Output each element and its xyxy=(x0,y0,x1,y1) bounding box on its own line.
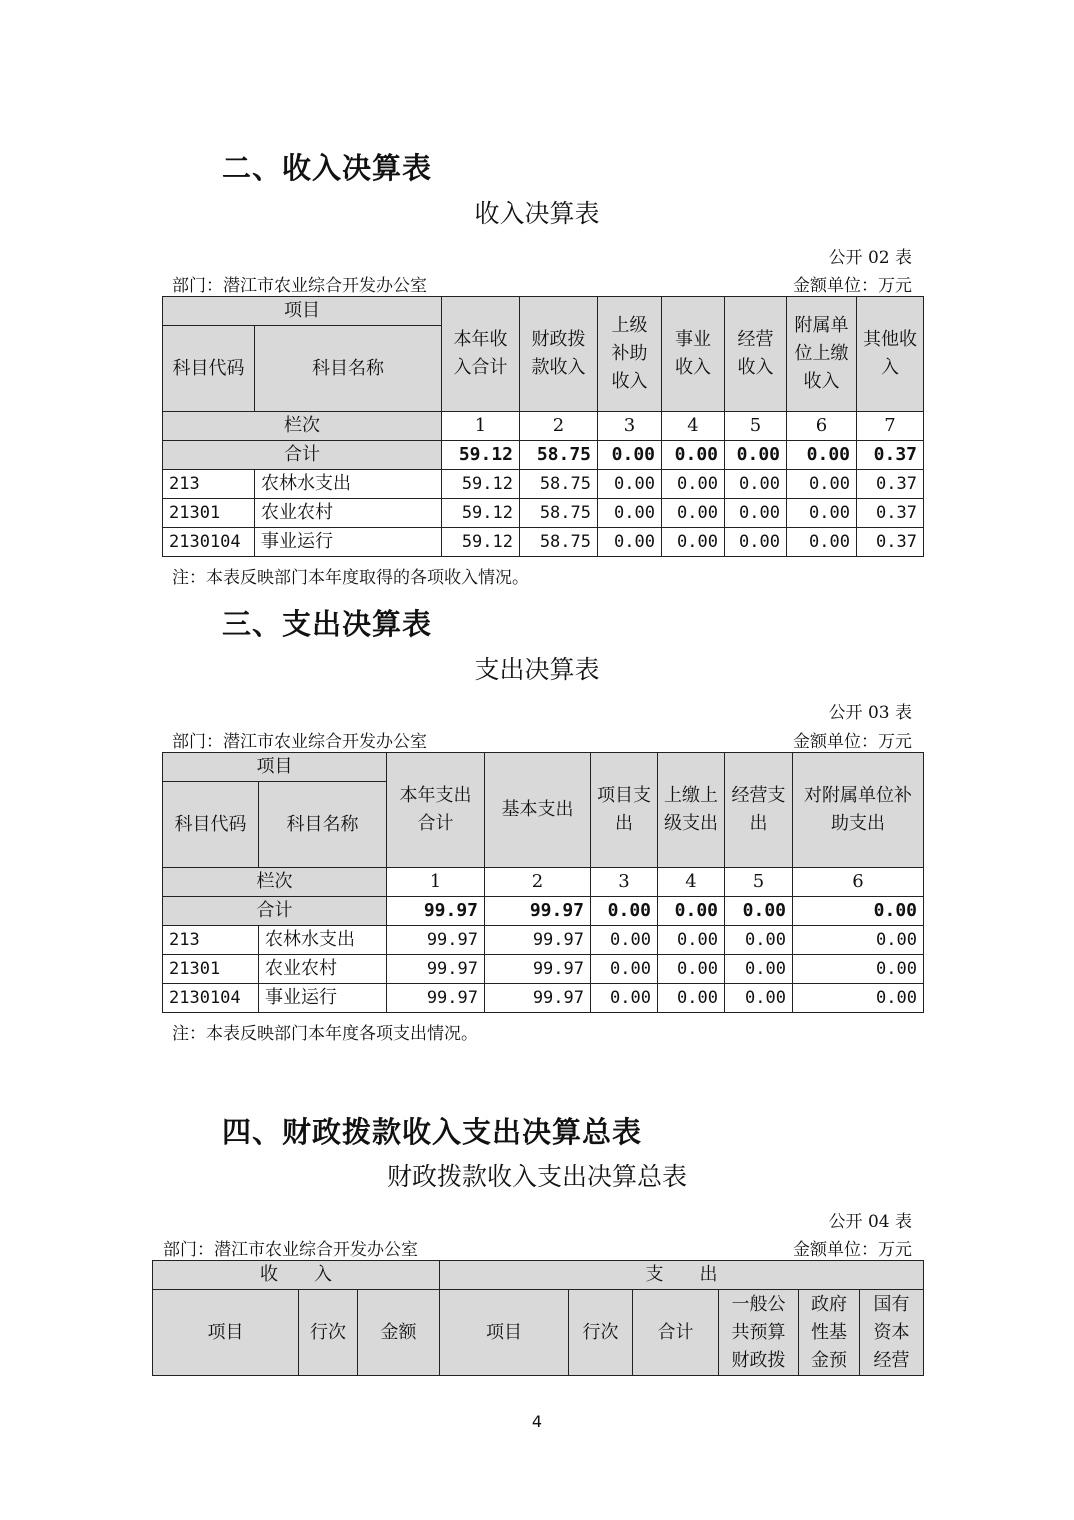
subject-code: 213 xyxy=(163,926,259,955)
value-cell: 0.00 xyxy=(725,955,793,984)
header-item: 项目 xyxy=(440,1290,569,1376)
header-amount: 金额 xyxy=(358,1290,440,1376)
subject-name: 农业农村 xyxy=(259,955,387,984)
header-code: 科目代码 xyxy=(163,782,259,868)
total-cell: 0.00 xyxy=(725,441,787,470)
value-cell: 59.12 xyxy=(442,528,520,557)
header-item: 项目 xyxy=(163,297,442,326)
value-cell: 0.00 xyxy=(591,955,658,984)
subject-name: 农业农村 xyxy=(255,499,442,528)
col-number: 4 xyxy=(658,868,725,897)
value-cell: 0.00 xyxy=(591,984,658,1013)
total-cell: 0.37 xyxy=(857,441,924,470)
value-cell: 0.00 xyxy=(787,499,857,528)
value-cell: 99.97 xyxy=(387,926,485,955)
value-cell: 59.12 xyxy=(442,470,520,499)
subject-code: 21301 xyxy=(163,955,259,984)
table-title-fiscal-summary: 财政拨款收入支出决算总表 xyxy=(386,1162,687,1191)
total-cell: 0.00 xyxy=(662,441,725,470)
total-label: 合计 xyxy=(163,441,442,470)
col-number: 4 xyxy=(662,412,725,441)
total-cell: 0.00 xyxy=(725,897,793,926)
value-cell: 0.00 xyxy=(658,984,725,1013)
col-number: 7 xyxy=(857,412,924,441)
header-state-capital: 国有资本经营 xyxy=(860,1290,924,1376)
value-cell: 0.00 xyxy=(658,926,725,955)
header-col-4: 上缴上级支出 xyxy=(658,753,725,868)
row-lanci-label: 栏次 xyxy=(163,412,442,441)
value-cell: 0.00 xyxy=(725,470,787,499)
total-cell: 58.75 xyxy=(520,441,598,470)
table-row xyxy=(163,528,924,557)
header-general-budget: 一般公共预算财政拨 xyxy=(719,1290,799,1376)
table-row xyxy=(163,926,924,955)
value-cell: 0.00 xyxy=(793,926,924,955)
header-col-6: 附属单位上缴收入 xyxy=(787,297,857,412)
col-number: 1 xyxy=(387,868,485,897)
header-row-number: 行次 xyxy=(299,1290,358,1376)
value-cell: 0.37 xyxy=(857,499,924,528)
header-col-2: 财政拨款收入 xyxy=(520,297,598,412)
value-cell: 0.00 xyxy=(725,528,787,557)
form-number: 公开 02 表 xyxy=(828,248,912,268)
value-cell: 0.00 xyxy=(793,955,924,984)
col-number: 6 xyxy=(793,868,924,897)
value-cell: 0.00 xyxy=(725,499,787,528)
table-title-income: 收入决算表 xyxy=(474,199,600,228)
value-cell: 0.00 xyxy=(793,984,924,1013)
header-row-number: 行次 xyxy=(569,1290,633,1376)
value-cell: 58.75 xyxy=(520,499,598,528)
col-number: 6 xyxy=(787,412,857,441)
table-row xyxy=(163,984,924,1013)
row-lanci-label: 栏次 xyxy=(163,868,387,897)
col-number: 5 xyxy=(725,412,787,441)
header-col-7: 其他收入 xyxy=(857,297,924,412)
value-cell: 99.97 xyxy=(387,984,485,1013)
total-cell: 99.97 xyxy=(387,897,485,926)
unit-label: 金额单位：万元 xyxy=(793,1240,912,1260)
total-cell: 0.00 xyxy=(787,441,857,470)
header-name: 科目名称 xyxy=(255,326,442,412)
total-cell: 0.00 xyxy=(598,441,662,470)
subject-name: 事业运行 xyxy=(255,528,442,557)
value-cell: 0.00 xyxy=(658,955,725,984)
section-heading-expense: 三、支出决算表 xyxy=(222,607,433,641)
value-cell: 99.97 xyxy=(485,926,591,955)
table-row xyxy=(163,470,924,499)
header-col-3: 项目支出 xyxy=(591,753,658,868)
subject-name: 农林水支出 xyxy=(259,926,387,955)
income-table xyxy=(162,296,924,557)
value-cell: 59.12 xyxy=(442,499,520,528)
subject-name: 农林水支出 xyxy=(255,470,442,499)
col-number: 1 xyxy=(442,412,520,441)
expense-table xyxy=(162,752,924,1013)
value-cell: 0.37 xyxy=(857,470,924,499)
header-col-3: 上级补助收入 xyxy=(598,297,662,412)
subject-code: 21301 xyxy=(163,499,255,528)
value-cell: 0.00 xyxy=(662,499,725,528)
value-cell: 58.75 xyxy=(520,528,598,557)
value-cell: 0.00 xyxy=(598,470,662,499)
header-col-2: 基本支出 xyxy=(485,753,591,868)
department-label: 部门：潜江市农业综合开发办公室 xyxy=(163,1240,418,1260)
header-income: 收 入 xyxy=(153,1261,440,1290)
value-cell: 58.75 xyxy=(520,470,598,499)
value-cell: 0.00 xyxy=(598,499,662,528)
value-cell: 0.00 xyxy=(787,470,857,499)
col-number: 2 xyxy=(520,412,598,441)
col-number: 3 xyxy=(598,412,662,441)
section-heading-fiscal-summary: 四、财政拨款收入支出决算总表 xyxy=(222,1115,643,1149)
total-label: 合计 xyxy=(163,897,387,926)
header-col-5: 经营收入 xyxy=(725,297,787,412)
value-cell: 99.97 xyxy=(387,955,485,984)
header-col-1: 本年支出合计 xyxy=(387,753,485,868)
value-cell: 99.97 xyxy=(485,984,591,1013)
header-name: 科目名称 xyxy=(259,782,387,868)
subject-code: 2130104 xyxy=(163,528,255,557)
department-label: 部门：潜江市农业综合开发办公室 xyxy=(172,732,427,752)
header-col-6: 对附属单位补助支出 xyxy=(793,753,924,868)
page-number: 4 xyxy=(531,1412,543,1431)
col-number: 3 xyxy=(591,868,658,897)
subject-name: 事业运行 xyxy=(259,984,387,1013)
form-number: 公开 04 表 xyxy=(828,1212,912,1232)
value-cell: 0.00 xyxy=(725,926,793,955)
value-cell: 0.00 xyxy=(725,984,793,1013)
table-title-expense: 支出决算表 xyxy=(474,655,600,684)
col-number: 5 xyxy=(725,868,793,897)
form-number: 公开 03 表 xyxy=(828,703,912,723)
section-heading-income: 二、收入决算表 xyxy=(222,151,433,185)
total-cell: 0.00 xyxy=(793,897,924,926)
department-label: 部门：潜江市农业综合开发办公室 xyxy=(172,276,427,296)
total-cell: 59.12 xyxy=(442,441,520,470)
value-cell: 0.00 xyxy=(662,470,725,499)
total-cell: 0.00 xyxy=(591,897,658,926)
header-expense: 支 出 xyxy=(440,1261,924,1290)
value-cell: 99.97 xyxy=(485,955,591,984)
subject-code: 2130104 xyxy=(163,984,259,1013)
col-number: 2 xyxy=(485,868,591,897)
header-gov-fund: 政府性基金预 xyxy=(799,1290,860,1376)
total-cell: 0.00 xyxy=(658,897,725,926)
value-cell: 0.00 xyxy=(598,528,662,557)
header-col-1: 本年收入合计 xyxy=(442,297,520,412)
value-cell: 0.00 xyxy=(787,528,857,557)
header-col-4: 事业收入 xyxy=(662,297,725,412)
fiscal-summary-table xyxy=(152,1260,924,1376)
header-col-5: 经营支出 xyxy=(725,753,793,868)
unit-label: 金额单位：万元 xyxy=(793,732,912,752)
header-total: 合计 xyxy=(633,1290,719,1376)
header-item: 项目 xyxy=(163,753,387,782)
unit-label: 金额单位：万元 xyxy=(793,276,912,296)
total-cell: 99.97 xyxy=(485,897,591,926)
table-note: 注：本表反映部门本年度取得的各项收入情况。 xyxy=(172,568,529,588)
table-row xyxy=(163,955,924,984)
value-cell: 0.37 xyxy=(857,528,924,557)
header-code: 科目代码 xyxy=(163,326,255,412)
value-cell: 0.00 xyxy=(662,528,725,557)
header-item: 项目 xyxy=(153,1290,299,1376)
value-cell: 0.00 xyxy=(591,926,658,955)
subject-code: 213 xyxy=(163,470,255,499)
table-note: 注：本表反映部门本年度各项支出情况。 xyxy=(172,1024,478,1044)
table-row xyxy=(163,499,924,528)
